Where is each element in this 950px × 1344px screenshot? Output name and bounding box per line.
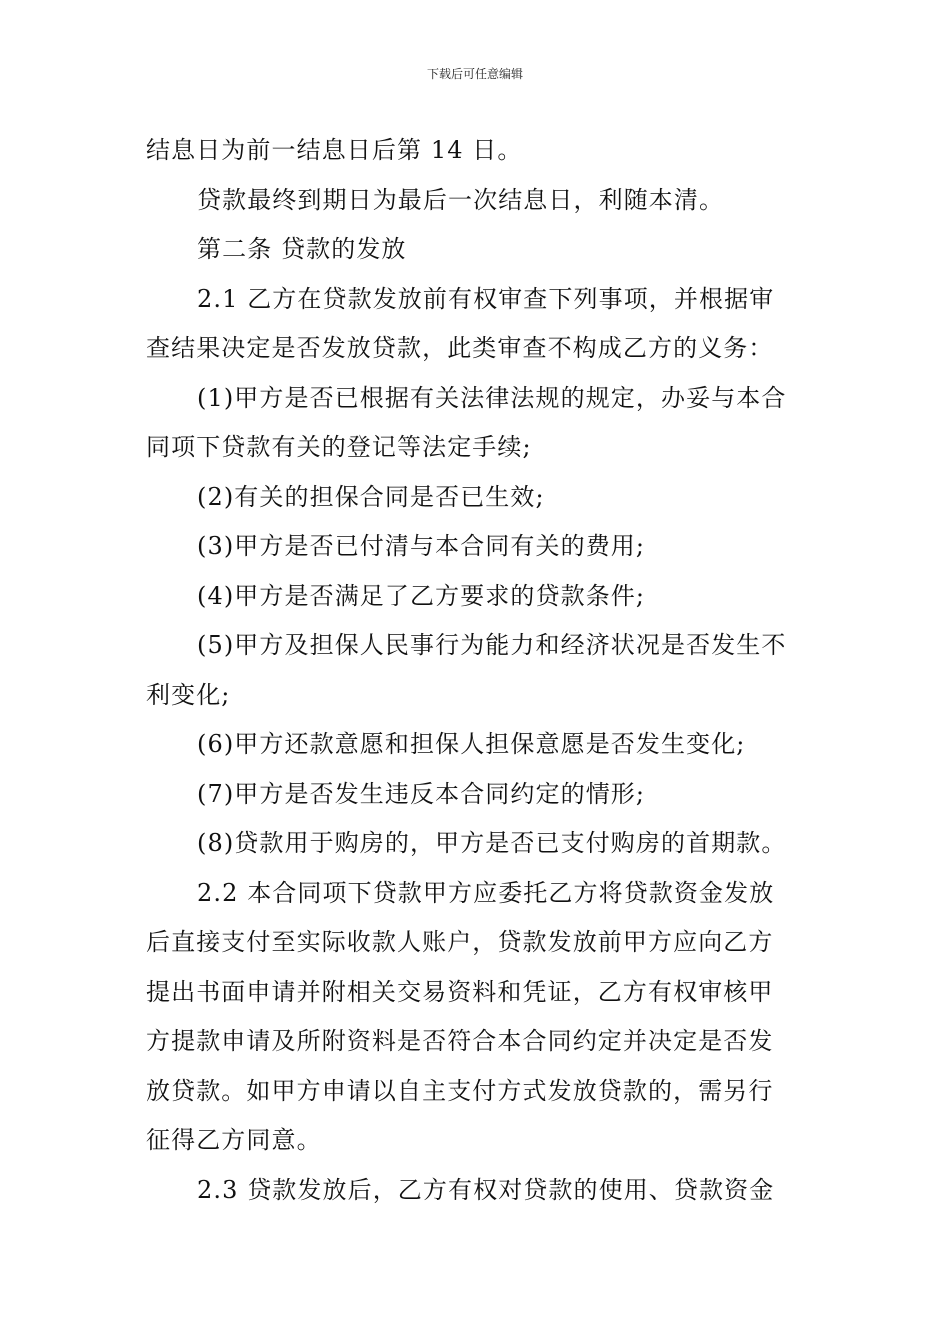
text-line: (1)甲方是否已根据有关法律法规的规定，办妥与本合	[197, 383, 787, 412]
text-line: 利变化;	[146, 680, 231, 709]
text-line: (2)有关的担保合同是否已生效;	[197, 482, 545, 511]
text-line: (6)甲方还款意愿和担保人担保意愿是否发生变化;	[197, 730, 746, 758]
section-heading: 第二条 贷款的发放	[197, 235, 407, 263]
text-line: 2.3 贷款发放后，乙方有权对贷款的使用、贷款资金	[197, 1175, 775, 1204]
text-line: 贷款最终到期日为最后一次结息日，利随本清。	[197, 185, 725, 214]
text-line: 查结果决定是否发放贷款，此类审查不构成乙方的义务：	[146, 334, 774, 362]
text-line: 提出书面申请并附相关交易资料和凭证，乙方有权审核甲	[146, 977, 774, 1006]
page-header: 下载后可任意编辑	[426, 67, 523, 81]
text-line: (5)甲方及担保人民事行为能力和经济状况是否发生不	[197, 631, 787, 659]
text-line: (3)甲方是否已付清与本合同有关的费用;	[197, 532, 646, 560]
text-line: 后直接支付至实际收款人账户，贷款发放前甲方应向乙方	[146, 928, 774, 956]
text-line: 放贷款。如甲方申请以自主支付方式发放贷款的，需另行	[146, 1076, 774, 1105]
text-line: (4)甲方是否满足了乙方要求的贷款条件;	[197, 581, 646, 610]
text-line: (8)贷款用于购房的，甲方是否已支付购房的首期款。	[197, 829, 787, 857]
text-line: 2.2 本合同项下贷款甲方应委托乙方将贷款资金发放	[197, 878, 775, 907]
text-line: 2.1 乙方在贷款发放前有权审查下列事项，并根据审	[197, 284, 775, 313]
text-line: 同项下贷款有关的登记等法定手续;	[146, 433, 532, 461]
document-body	[146, 126, 806, 1215]
text-line: 方提款申请及所附资料是否符合本合同约定并决定是否发	[146, 1027, 774, 1055]
text-line: 结息日为前一结息日后第 14 日。	[146, 136, 523, 164]
text-line: (7)甲方是否发生违反本合同约定的情形;	[197, 779, 646, 808]
text-line: 征得乙方同意。	[146, 1126, 322, 1154]
